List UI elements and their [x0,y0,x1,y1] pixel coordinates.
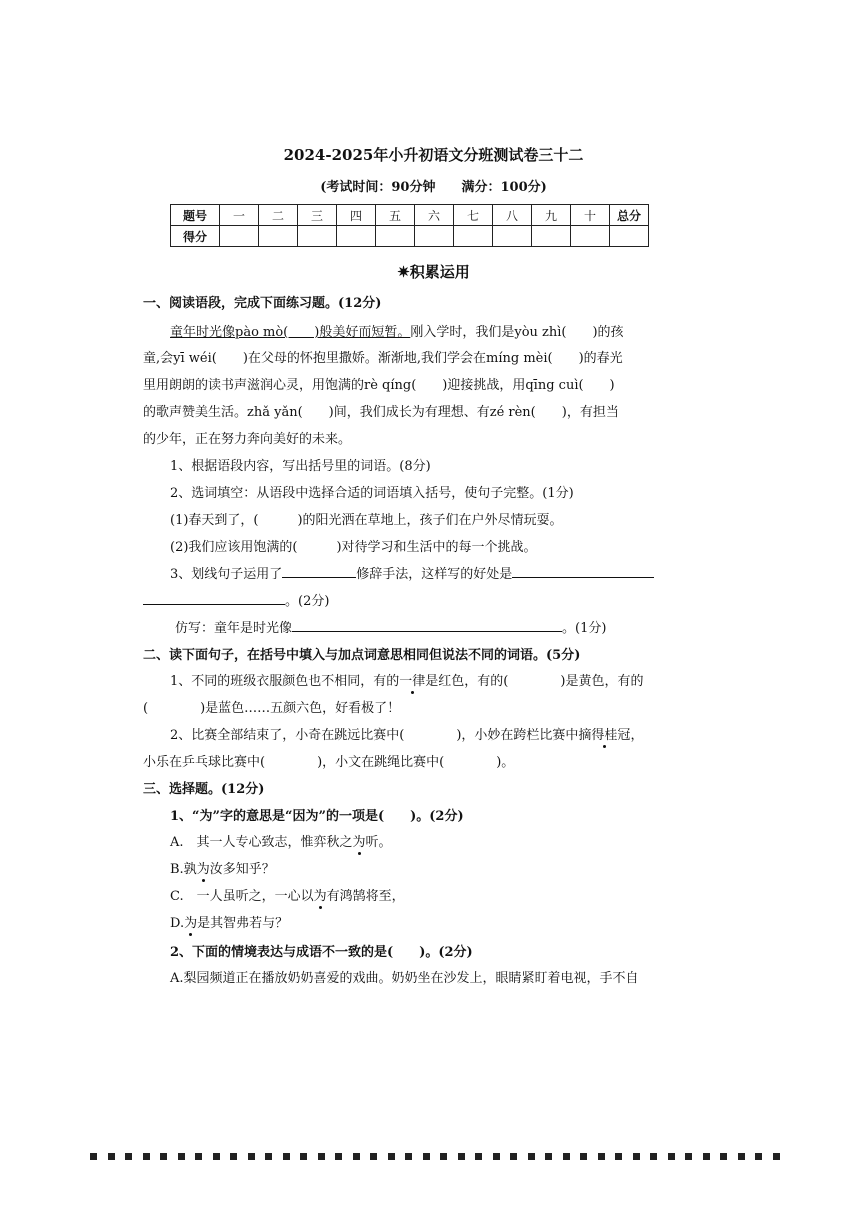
q1-paragraph-line-4: 的歌声赞美生活。zhǎ yǎn( )间，我们成长为有理想、有zé rèn( )，有担当 [143,405,619,420]
q2-sentence-2-cont: 小乐在乒乓球比赛中( )，小文在跳绳比赛中( )。 [143,755,515,770]
q1-subquestion-2a: (1)春天到了，( )的阳光洒在草地上，孩子们在户外尽情玩耍。 [170,513,563,528]
score-cell[interactable] [220,226,259,247]
option-text: 听。 [365,835,392,850]
answer-blank[interactable] [143,591,285,605]
footer-dotted-border [90,1153,780,1161]
dotted-word: 为 [184,916,198,931]
score-table-header-row [171,205,649,226]
row-label-cell: 得分 [171,226,220,247]
score-cell[interactable] [376,226,415,247]
option-text: D. [170,916,185,931]
score-cell[interactable] [493,226,532,247]
score-table [170,204,649,247]
section-banner: ✷积累运用 [397,263,470,281]
score-cell[interactable] [259,226,298,247]
score-cell[interactable] [337,226,376,247]
q2-sentence-1-cont: ( )是蓝色……五颜六色，好看极了！ [143,701,401,716]
header-cell: 总分 [610,205,649,226]
header-cell: 五 [376,205,415,226]
q1-paragraph-line-1 [170,321,624,340]
q3-subquestion-1: 1、“为”字的意思是“因为”的一项是( )。(2分) [170,809,464,824]
q3-option-d[interactable] [170,912,288,931]
q3-option-c[interactable] [170,885,405,904]
q1-subquestion-3-cont [143,590,329,609]
option-text: 是其智弗若与？ [197,916,289,931]
question-3-heading: 三、选择题。(12分) [143,782,265,797]
score-table-score-row [171,226,649,247]
subquestion-text: 。(1分) [562,621,607,636]
header-cell: 三 [298,205,337,226]
header-cell: 四 [337,205,376,226]
question-2-heading: 二、读下面句子，在括号中填入与加点词意思相同但说法不同的词语。(5分) [143,648,581,663]
dotted-word: 为 [196,862,210,877]
dotted-word: 摘得桂冠 [578,728,631,743]
subquestion-text: 3、划线句子运用了 [170,567,283,582]
score-cell[interactable] [571,226,610,247]
option-text: B.孰 [170,862,197,877]
q3-2-option-a[interactable]: A.梨园频道正在播放奶奶喜爱的戏曲。奶奶坐在沙发上，眼睛紧盯着电视，手不自 [170,971,639,986]
header-cell: 八 [493,205,532,226]
q1-subquestion-3 [170,563,654,582]
header-cell: 九 [532,205,571,226]
q2-sentence-1 [170,670,643,689]
score-cell[interactable] [610,226,649,247]
q1-subquestion-2b: (2)我们应该用饱满的( )对待学习和生活中的每一个挑战。 [170,540,537,555]
dotted-word: 为 [313,889,327,904]
answer-blank[interactable] [282,564,356,578]
header-cell: 一 [220,205,259,226]
subquestion-text: 修辞手法，这样写的好处是 [356,567,513,582]
sentence-text: 2、比赛全部结束了，小奇在跳远比赛中( )，小妙在跨栏比赛中 [170,728,579,743]
dotted-word: 为 [352,835,366,850]
q3-subquestion-2: 2、下面的情境表达与成语不一致的是( )。(2分) [170,945,473,960]
exam-info: (考试时间：90分钟 满分：100分) [320,180,547,195]
option-text: 汝多知乎？ [209,862,275,877]
header-cell: 十 [571,205,610,226]
sentence-text: ， [630,728,644,743]
option-text: 有鸿鹄将至， [326,889,405,904]
subquestion-text: 。(2分) [285,594,330,609]
question-1-heading: 一、阅读语段，完成下面练习题。(12分) [143,296,382,311]
q1-paragraph-line-3: 里用朗朗的读书声滋润心灵，用饱满的rè qíng( )迎接挑战，用qīng cuì( ) [143,378,615,393]
score-cell[interactable] [415,226,454,247]
sentence-text: 是红色，有的( )是黄色，有的 [425,674,644,689]
option-text: A. 其一人专心致志，惟弈秋之 [170,835,353,850]
q1-imitate [175,617,606,636]
header-cell: 七 [454,205,493,226]
q1-subquestion-1: 1、根据语段内容，写出括号里的词语。(8分) [170,459,431,474]
score-cell[interactable] [298,226,337,247]
paragraph-text: 刚入学时，我们是yòu zhì( )的孩 [410,325,624,340]
header-cell: 题号 [171,205,220,226]
score-cell[interactable] [454,226,493,247]
q1-paragraph-line-5: 的少年，正在努力奔向美好的未来。 [143,432,352,447]
sentence-text: 1、不同的班级衣服颜色也不相同，有的 [170,674,400,689]
underlined-sentence: 童年时光像pào mò( )般美好而短暂。 [170,325,411,340]
score-cell[interactable] [532,226,571,247]
page-title: 2024-2025年小升初语文分班测试卷三十二 [283,146,584,164]
dotted-word: 一律 [399,674,426,689]
header-cell: 二 [259,205,298,226]
subquestion-text: 仿写：童年是时光像 [175,621,293,636]
q2-sentence-2 [170,724,643,743]
answer-blank[interactable] [292,618,562,632]
answer-blank[interactable] [512,564,654,578]
option-text: C. 一人虽听之，一心以 [170,889,314,904]
q3-option-b[interactable] [170,858,275,877]
q1-subquestion-2: 2、选词填空：从语段中选择合适的词语填入括号，使句子完整。(1分) [170,486,574,501]
header-cell: 六 [415,205,454,226]
q1-paragraph-line-2: 童,会yī wéi( )在父母的怀抱里撒娇。渐渐地,我们学会在míng mèi( )的春光 [143,351,623,366]
q3-option-a[interactable] [170,831,392,850]
